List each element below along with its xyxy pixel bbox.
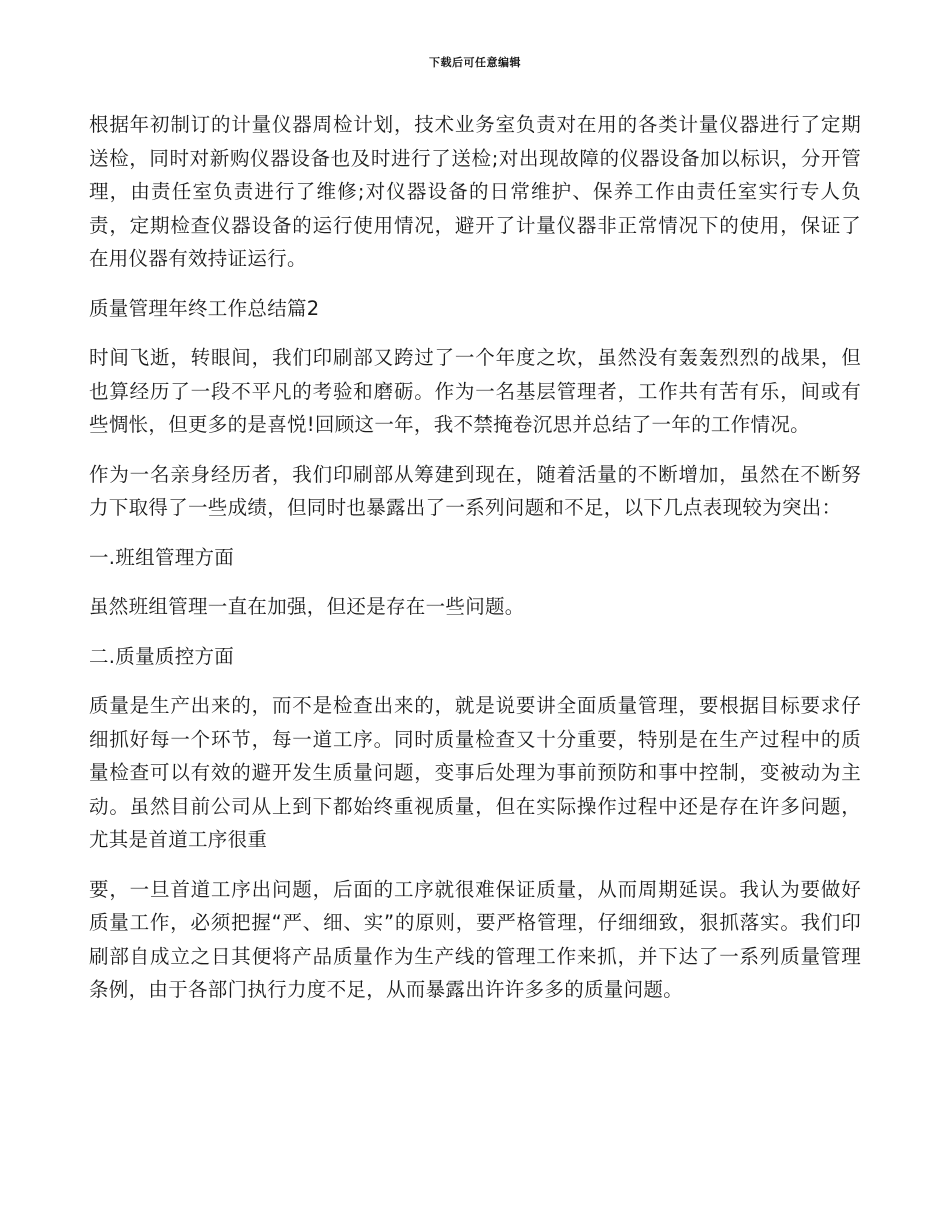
document-body (89, 108, 861, 1023)
section-title-summary-2: 质量管理年终工作总结篇2 (89, 296, 320, 320)
paragraph-quality-control: 质量是生产出来的，而不是检查出来的，就是说要讲全面质量管理，要根据目标要求仔细抓好每一个环节，每一道工序。同时质量检查又十分重要，特别是在生产过程中的质量检查可以有效的避开发生质量问题，变事后处理为事前预防和事中控制，变被动为主动。虽然目前公司从上到下都始终重视质量，但在实际操作过程中还是存在许多问题，尤其是首道工序很重 (89, 694, 861, 851)
page-header: 下载后可任意编辑 (429, 56, 521, 69)
section-heading-team-management: 一.班组管理方面 (89, 545, 235, 569)
section-heading-quality-control: 二.质量质控方面 (89, 644, 235, 668)
paragraph-problems-intro: 作为一名亲身经历者，我们印刷部从筹建到现在，随着活量的不断增加，虽然在不断努力下取得了一些成绩，但同时也暴露出了一系列问题和不足，以下几点表现较为突出： (89, 462, 861, 519)
paragraph-quality-principles: 要，一旦首道工序出问题，后面的工序就很难保证质量，从而周期延误。我认为要做好质量工作，必须把握“严、细、实”的原则，要严格管理，仔细细致，狠抓落实。我们印刷部自成立之日其便将产品质量作为生产线的管理工作来抓，并下达了一系列质量管理条例，由于各部门执行力度不足，从而暴露出许许多多的质量问题。 (89, 877, 861, 1001)
paragraph-instrument-inspection: 根据年初制订的计量仪器周检计划，技术业务室负责对在用的各类计量仪器进行了定期送检，同时对新购仪器设备也及时进行了送检;对出现故障的仪器设备加以标识，分开管理，由责任室负责进行了维修;对仪器设备的日常维护、保养工作由责任室实行专人负责，定期检查仪器设备的运行使用情况，避开了计量仪器非正常情况下的使用，保证了在用仪器有效持证运行。 (89, 113, 861, 270)
paragraph-team-management: 虽然班组管理一直在加强，但还是存在一些问题。 (89, 595, 525, 618)
paragraph-year-review: 时间飞逝，转眼间，我们印刷部又跨过了一个年度之坎，虽然没有轰轰烈烈的战果，但也算经历了一段不平凡的考验和磨砺。作为一名基层管理者，工作共有苦有乐，间或有些惆怅，但更多的是喜悦!回顾这一年，我不禁掩卷沉思并总结了一年的工作情况。 (89, 346, 861, 436)
